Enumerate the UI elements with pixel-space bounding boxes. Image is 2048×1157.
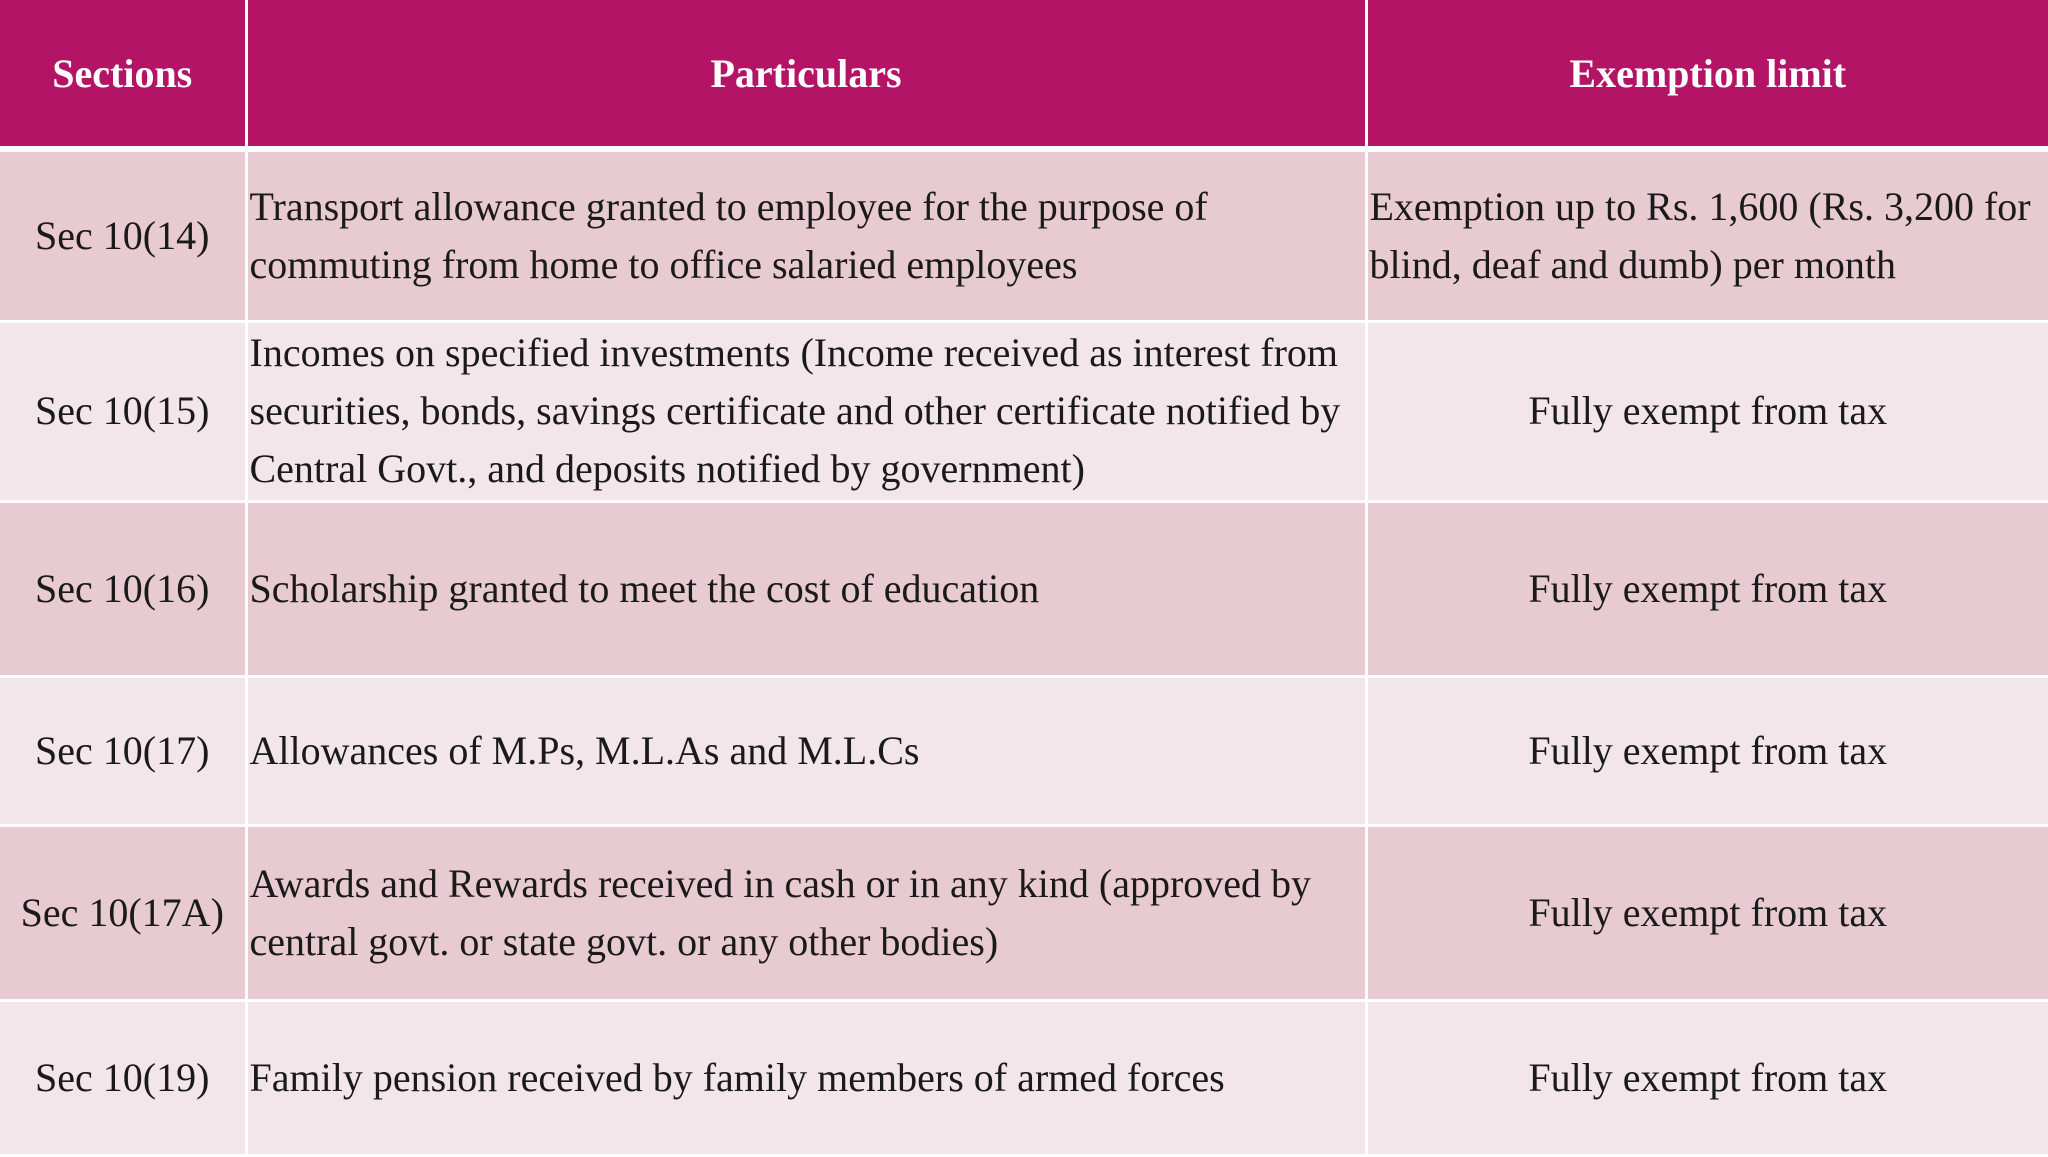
table-row bbox=[0, 149, 2048, 321]
table-row bbox=[0, 676, 2048, 825]
particulars-cell: Family pension received by family members of armed forces bbox=[246, 1000, 1366, 1155]
section-cell: Sec 10(17) bbox=[0, 676, 246, 825]
section-cell: Sec 10(19) bbox=[0, 1000, 246, 1155]
section-cell: Sec 10(15) bbox=[0, 321, 246, 501]
header-exemption-limit: Exemption limit bbox=[1366, 0, 2048, 149]
table-row bbox=[0, 501, 2048, 676]
particulars-cell: Transport allowance granted to employee for the purpose of commuting from home to office salaried employees bbox=[246, 149, 1366, 321]
header-sections: Sections bbox=[0, 0, 246, 149]
section-cell: Sec 10(14) bbox=[0, 149, 246, 321]
exemption-limit-cell: Fully exempt from tax bbox=[1366, 676, 2048, 825]
table-header-row bbox=[0, 0, 2048, 149]
particulars-cell: Incomes on specified investments (Income received as interest from securities, bonds, savings certificate and other certificate notified by Central Govt., and deposits notified by government) bbox=[246, 321, 1366, 501]
exemption-limit-cell: Fully exempt from tax bbox=[1366, 825, 2048, 1000]
table-row bbox=[0, 825, 2048, 1000]
table-row bbox=[0, 321, 2048, 501]
table-row bbox=[0, 1000, 2048, 1155]
particulars-cell: Scholarship granted to meet the cost of education bbox=[246, 501, 1366, 676]
header-particulars: Particulars bbox=[246, 0, 1366, 149]
particulars-cell: Awards and Rewards received in cash or in any kind (approved by central govt. or state govt. or any other bodies) bbox=[246, 825, 1366, 1000]
exemption-limit-cell: Fully exempt from tax bbox=[1366, 501, 2048, 676]
particulars-cell: Allowances of M.Ps, M.L.As and M.L.Cs bbox=[246, 676, 1366, 825]
section-cell: Sec 10(16) bbox=[0, 501, 246, 676]
exemption-limit-cell: Fully exempt from tax bbox=[1366, 321, 2048, 501]
exemption-limit-cell: Exemption up to Rs. 1,600 (Rs. 3,200 for blind, deaf and dumb) per month bbox=[1366, 149, 2048, 321]
section-cell: Sec 10(17A) bbox=[0, 825, 246, 1000]
exemption-limit-cell: Fully exempt from tax bbox=[1366, 1000, 2048, 1155]
